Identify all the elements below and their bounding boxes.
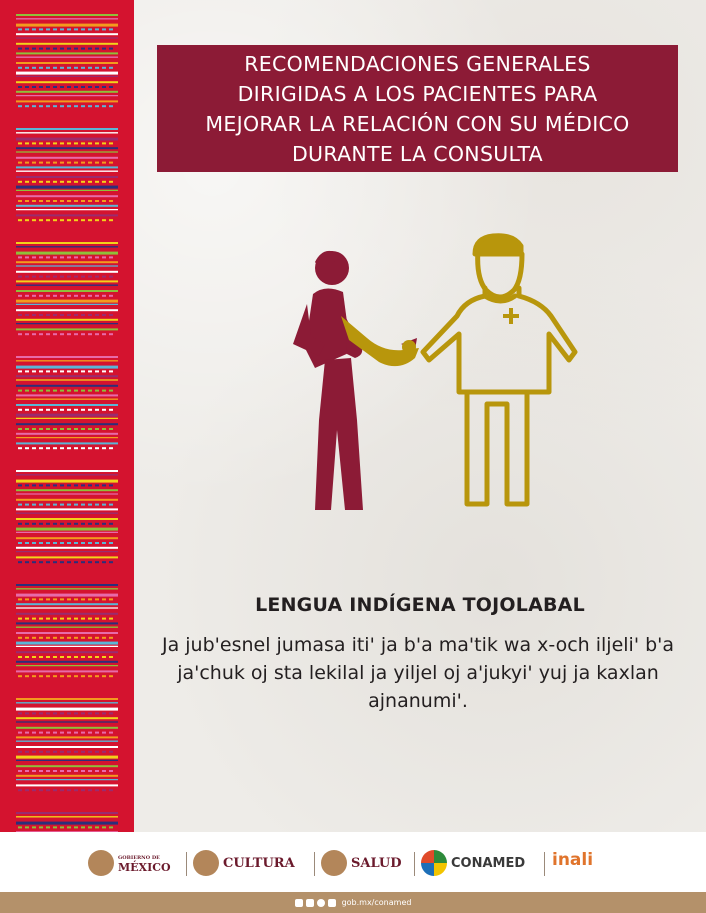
inali-logo: [552, 850, 593, 870]
facebook-icon[interactable]: [295, 899, 303, 907]
cultura-logo: [193, 850, 295, 876]
salud-logo: [321, 850, 402, 876]
eagle-seal-icon: [88, 850, 114, 876]
medical-cross-icon: [503, 308, 519, 324]
title-banner: [157, 45, 678, 172]
conamed-text: CONAMED: [451, 855, 526, 871]
conamed-icon: [421, 850, 447, 876]
salud-text: SALUD: [351, 855, 402, 871]
inali-text: inali: [552, 850, 594, 870]
gobierno-mexico-logo: [88, 850, 171, 876]
footer-bar: [0, 892, 706, 913]
tojolabal-text: Ja jub'esnel jumasa iti' ja b'a ma'tik wa x-och iljeli' b'a ja'chuk oj sta lekilal ja yiljel oj a'jukyi' yuj ja kaxlan ajnanumi'.: [161, 634, 675, 712]
gobierno-small-text: GOBIERNO DE: [118, 855, 160, 861]
patient-figure-icon: [293, 251, 363, 510]
illustration: [285, 232, 595, 522]
cultura-text: CULTURA: [223, 855, 295, 871]
logo-divider: [414, 852, 415, 876]
instagram-icon[interactable]: [317, 899, 325, 907]
eagle-seal-icon: [193, 850, 219, 876]
language-heading: LENGUA INDÍGENA TOJOLABAL: [255, 594, 585, 616]
footer-url[interactable]: gob.mx/conamed: [341, 898, 412, 907]
conamed-logo: [421, 850, 525, 876]
footer-logos: [0, 832, 706, 892]
logo-divider: [544, 852, 545, 876]
logo-divider: [186, 852, 187, 876]
youtube-icon[interactable]: [328, 899, 336, 907]
eagle-seal-icon: [321, 850, 347, 876]
textile-pattern-graphic: [0, 0, 134, 913]
page-title: RECOMENDACIONES GENERALES DIRIGIDAS A LOS PACIENTES PARA MEJORAR LA RELACIÓN CON SU MÉDICO DURANTE LA CONSULTA: [205, 51, 630, 166]
textile-pattern-band: [0, 0, 134, 913]
gobierno-text: MÉXICO: [118, 861, 171, 874]
logo-divider: [314, 852, 315, 876]
doctor-figure-icon: [423, 236, 575, 504]
social-icons: [295, 899, 339, 907]
twitter-icon[interactable]: [306, 899, 314, 907]
